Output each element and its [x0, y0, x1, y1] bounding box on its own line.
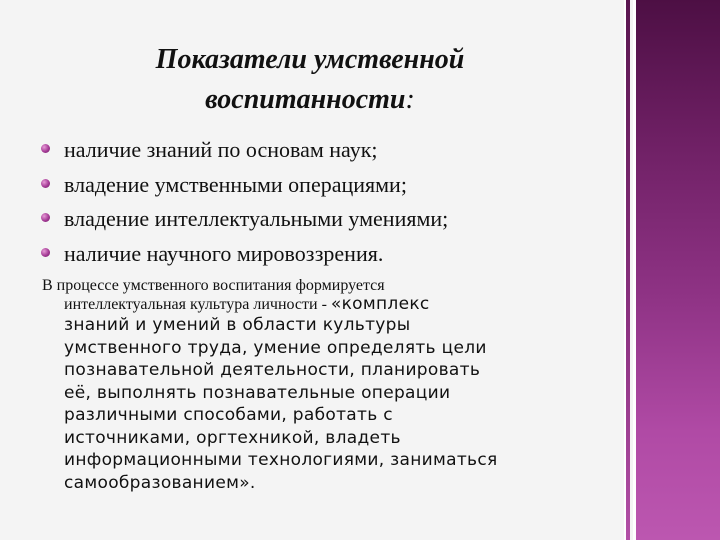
paragraph-line-serif: интеллектуальная культура личности -: [64, 296, 331, 313]
decor-side-band: [636, 0, 720, 540]
title-line-2: воспитанности: [205, 84, 406, 115]
list-item: [40, 134, 600, 169]
title-colon: :: [405, 84, 415, 115]
list-item: [40, 169, 600, 204]
bullet-dot-icon: [41, 144, 50, 153]
paragraph-line: самообразованием».: [64, 472, 256, 493]
paragraph-line: познавательной деятельности, планировать: [64, 360, 481, 380]
list-item-text: наличие научного мировоззрения.: [64, 240, 384, 266]
slide-title: [40, 40, 580, 120]
paragraph-line: знаний и умений в области культуры: [64, 315, 411, 335]
body-paragraph: [42, 276, 602, 494]
list-item: [40, 238, 600, 273]
title-line-1: Показатели умственной: [155, 44, 465, 75]
decor-stripe-middle: [626, 0, 630, 540]
paragraph-line-sans: «комплекс: [330, 294, 430, 314]
bullet-dot-icon: [41, 248, 50, 257]
paragraph-line: источниками, оргтехникой, владеть: [64, 427, 401, 448]
paragraph-line: различными способами, работать с: [64, 405, 393, 425]
bullet-dot-icon: [41, 179, 50, 188]
list-item-text: наличие знаний по основам наук;: [64, 137, 378, 162]
list-item-text: владение умственными операциями;: [64, 171, 407, 197]
indicator-list: [40, 134, 600, 272]
paragraph-line: [42, 295, 602, 314]
paragraph-line: В процессе умственного воспитания формируется: [42, 277, 385, 294]
paragraph-line: её, выполнять познавательные операции: [64, 382, 451, 403]
paragraph-line: умственного труда, умение определять цели: [64, 337, 487, 358]
list-item: [40, 203, 600, 238]
list-item-text: владение интеллектуальными умениями;: [64, 206, 449, 231]
bullet-dot-icon: [41, 213, 50, 222]
paragraph-line: информационными технологиями, заниматься: [64, 450, 498, 470]
